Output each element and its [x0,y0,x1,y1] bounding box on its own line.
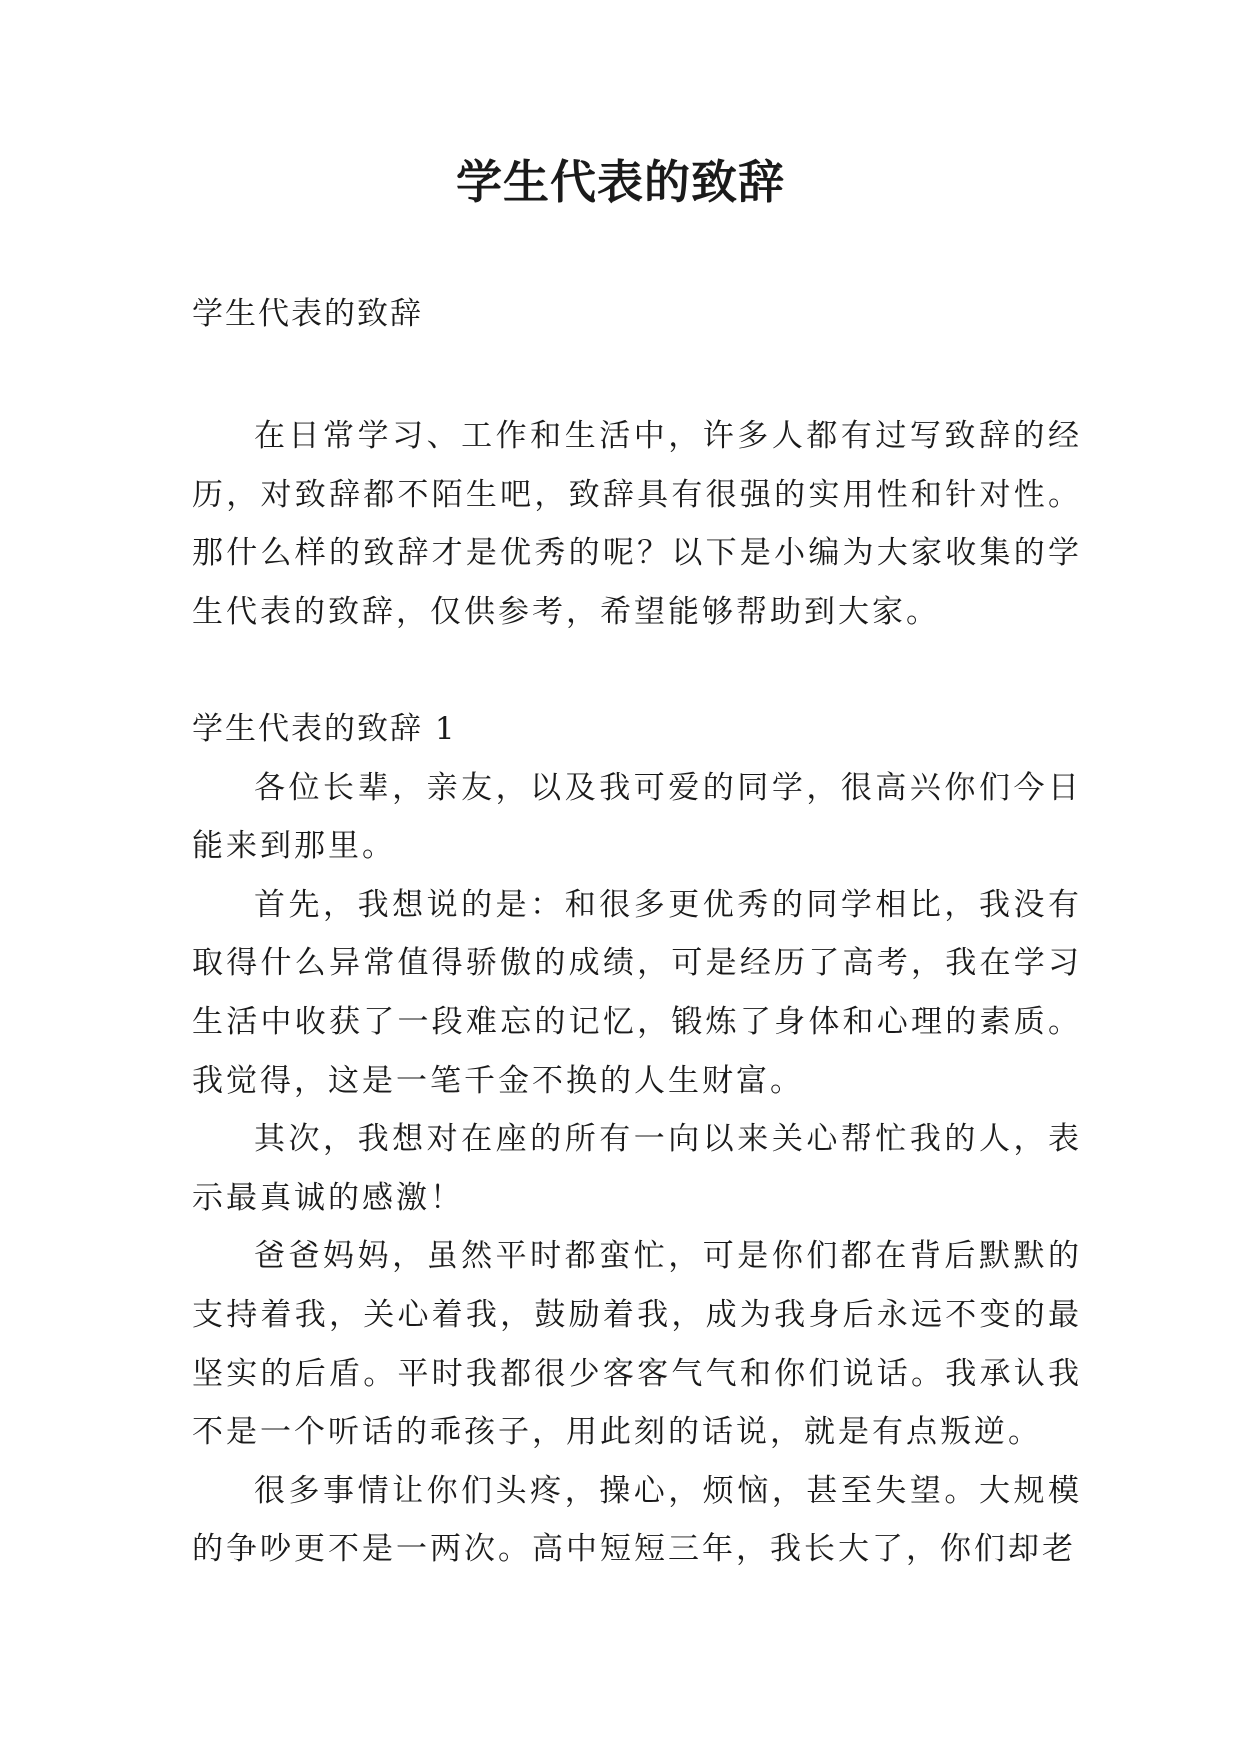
paragraph: 爸爸妈妈，虽然平时都蛮忙，可是你们都在背后默默的支持着我，关心着我，鼓励着我，成为我身后永远不变的最坚实的后盾。平时我都很少客客气气和你们说话。我承认我不是一个听话的乖孩子，用此刻的话说，就是有点叛逆。 [192,1238,1082,1451]
paragraph: 首先，我想说的是：和很多更优秀的同学相比，我没有取得什么异常值得骄傲的成绩，可是经历了高考，我在学习生活中收获了一段难忘的记忆，锻炼了身体和心理的素质。我觉得，这是一笔千金不换的人生财富。 [192,886,1082,1099]
paragraph: 其次，我想对在座的所有一向以来关心帮忙我的人，表示最真诚的感激！ [192,1121,1082,1216]
intro-section [192,407,1082,641]
section-heading: 学生代表的致辞 1 [192,711,457,747]
document-title: 学生代表的致辞 [456,155,785,209]
document-subtitle: 学生代表的致辞 [192,296,423,332]
speech-section-1 [192,700,1082,1579]
paragraph: 很多事情让你们头疼，操心，烦恼，甚至失望。大规模的争吵更不是一两次。高中短短三年，我长大了，你们却老 [192,1472,1082,1568]
paragraph: 各位长辈，亲友，以及我可爱的同学，很高兴你们今日能来到那里。 [192,769,1082,865]
intro-paragraph: 在日常学习、工作和生活中，许多人都有过写致辞的经历，对致辞都不陌生吧，致辞具有很强的实用性和针对性。那什么样的致辞才是优秀的呢？以下是小编为大家收集的学生代表的致辞，仅供参考，希望能够帮助到大家。 [192,418,1082,630]
